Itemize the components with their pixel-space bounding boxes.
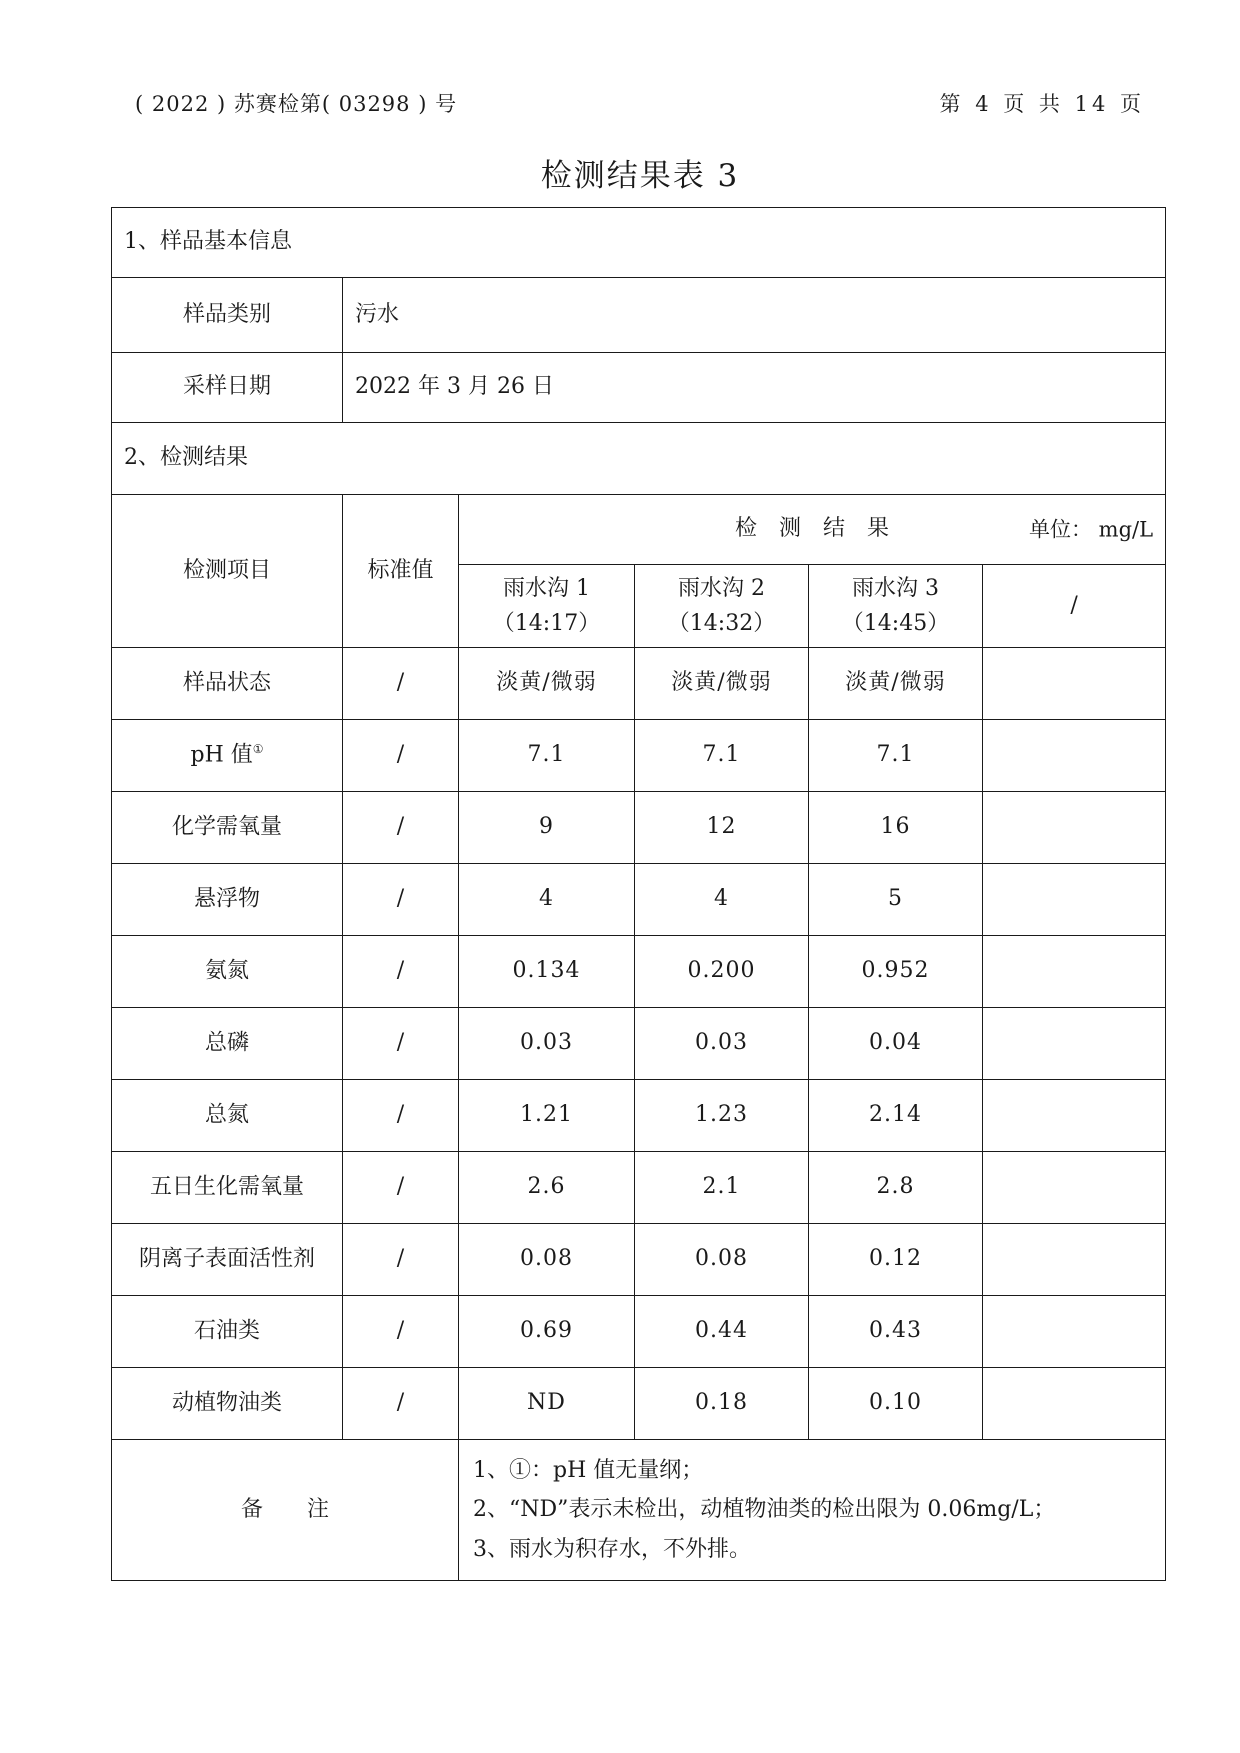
result-value: 0.03 xyxy=(635,1008,809,1080)
result-value: 0.08 xyxy=(459,1224,635,1296)
site-time: （14:45） xyxy=(841,611,950,636)
result-item-label: 五日生化需氧量 xyxy=(149,1174,304,1200)
results-group-header xyxy=(459,495,1166,565)
result-value: 淡黄/微弱 xyxy=(635,648,809,720)
result-standard: / xyxy=(343,1080,459,1152)
section2-heading: 2、检测结果 xyxy=(112,423,1166,495)
result-standard: / xyxy=(343,864,459,936)
result-extra-cell xyxy=(983,648,1166,720)
info-label: 采样日期 xyxy=(112,353,343,423)
note-line: 1、①：pH 值无量纲； xyxy=(473,1457,704,1483)
site-header xyxy=(459,565,635,648)
result-value: 2.8 xyxy=(809,1152,983,1224)
result-item xyxy=(112,720,343,792)
result-row xyxy=(112,1152,1166,1224)
info-row xyxy=(112,353,1166,423)
results-label: 检 测 结 果 xyxy=(735,516,890,542)
notes-label: 备 注 xyxy=(112,1440,459,1581)
result-extra-cell xyxy=(983,1008,1166,1080)
result-item-label: 样品状态 xyxy=(182,670,271,696)
result-item xyxy=(112,1152,343,1224)
result-item xyxy=(112,1224,343,1296)
result-item-label: 氨氮 xyxy=(204,958,249,984)
results-table xyxy=(111,207,1166,1581)
result-item-label: 悬浮物 xyxy=(193,886,260,912)
note-line: 2、“ND”表示未检出，动植物油类的检出限为 0.06mg/L； xyxy=(473,1497,1056,1523)
result-value: 2.14 xyxy=(809,1080,983,1152)
result-item xyxy=(112,648,343,720)
result-standard: / xyxy=(343,648,459,720)
result-item xyxy=(112,864,343,936)
result-row xyxy=(112,648,1166,720)
result-row xyxy=(112,936,1166,1008)
unit-label: 单位： mg/L xyxy=(1029,516,1154,541)
result-value: 9 xyxy=(459,792,635,864)
site-time: （14:17） xyxy=(492,611,601,636)
results-header-row xyxy=(112,495,1166,565)
result-item-label: 动植物油类 xyxy=(171,1390,282,1416)
section1-heading-row xyxy=(112,208,1166,278)
result-value: 4 xyxy=(459,864,635,936)
site-header xyxy=(635,565,809,648)
result-standard: / xyxy=(343,1296,459,1368)
page-title: 检测结果表 3 xyxy=(540,158,740,194)
result-item xyxy=(112,1296,343,1368)
result-item-footnote: ① xyxy=(252,742,264,757)
result-extra-cell xyxy=(983,1080,1166,1152)
result-value: 0.12 xyxy=(809,1224,983,1296)
notes-content xyxy=(459,1440,1166,1581)
result-value: 7.1 xyxy=(459,720,635,792)
result-extra-cell xyxy=(983,1296,1166,1368)
result-value: 0.44 xyxy=(635,1296,809,1368)
result-item-label: 化学需氧量 xyxy=(171,814,282,840)
result-value: 2.1 xyxy=(635,1152,809,1224)
result-value: 12 xyxy=(635,792,809,864)
result-value: 淡黄/微弱 xyxy=(459,648,635,720)
note-line: 3、雨水为积存水，不外排。 xyxy=(473,1536,751,1562)
result-value: 1.23 xyxy=(635,1080,809,1152)
result-value: 7.1 xyxy=(809,720,983,792)
section1-heading: 1、样品基本信息 xyxy=(112,208,1166,278)
result-value: 0.18 xyxy=(635,1368,809,1440)
result-item xyxy=(112,1368,343,1440)
info-value: 2022 年 3 月 26 日 xyxy=(343,353,1166,423)
result-value: 1.21 xyxy=(459,1080,635,1152)
result-item xyxy=(112,936,343,1008)
result-item xyxy=(112,1080,343,1152)
result-extra-cell xyxy=(983,792,1166,864)
result-standard: / xyxy=(343,936,459,1008)
report-number: ( 2022 ) 苏赛检第( 03298 ) 号 xyxy=(135,92,458,116)
result-row xyxy=(112,792,1166,864)
result-row xyxy=(112,1368,1166,1440)
info-row xyxy=(112,278,1166,353)
result-standard: / xyxy=(343,1224,459,1296)
result-value: 淡黄/微弱 xyxy=(809,648,983,720)
result-value: 0.200 xyxy=(635,936,809,1008)
result-standard: / xyxy=(343,792,459,864)
result-value: 0.952 xyxy=(809,936,983,1008)
site-name: 雨水沟 1 xyxy=(503,575,590,601)
col-standard-header: 标准值 xyxy=(343,495,459,648)
result-row xyxy=(112,864,1166,936)
result-row xyxy=(112,1008,1166,1080)
result-value: 0.134 xyxy=(459,936,635,1008)
info-label: 样品类别 xyxy=(112,278,343,353)
site-name: 雨水沟 2 xyxy=(678,575,765,601)
result-extra-cell xyxy=(983,1224,1166,1296)
result-value: 16 xyxy=(809,792,983,864)
result-standard: / xyxy=(343,1368,459,1440)
result-item-label: 总氮 xyxy=(204,1102,249,1128)
notes-row xyxy=(112,1440,1166,1581)
site-header xyxy=(809,565,983,648)
result-value: 0.43 xyxy=(809,1296,983,1368)
section2-heading-row xyxy=(112,423,1166,495)
result-extra-cell xyxy=(983,1368,1166,1440)
result-item-label: 阴离子表面活性剂 xyxy=(138,1246,315,1272)
result-value: 0.69 xyxy=(459,1296,635,1368)
col-item-header: 检测项目 xyxy=(112,495,343,648)
result-extra-cell xyxy=(983,1152,1166,1224)
result-value: 7.1 xyxy=(635,720,809,792)
result-value: 0.10 xyxy=(809,1368,983,1440)
result-value: 0.03 xyxy=(459,1008,635,1080)
result-standard: / xyxy=(343,720,459,792)
site-name: 雨水沟 3 xyxy=(852,575,939,601)
result-item xyxy=(112,1008,343,1080)
result-value: 2.6 xyxy=(459,1152,635,1224)
result-extra-cell xyxy=(983,936,1166,1008)
result-standard: / xyxy=(343,1152,459,1224)
result-extra-cell xyxy=(983,720,1166,792)
extra-col-header: / xyxy=(983,565,1166,648)
site-time: （14:32） xyxy=(667,611,776,636)
result-item-label: 总磷 xyxy=(204,1030,249,1056)
page-info: 第 4 页 共 14 页 xyxy=(939,92,1145,116)
result-extra-cell xyxy=(983,864,1166,936)
result-row xyxy=(112,1080,1166,1152)
result-value: 0.04 xyxy=(809,1008,983,1080)
result-standard: / xyxy=(343,1008,459,1080)
result-item-label: 石油类 xyxy=(193,1318,260,1344)
result-item xyxy=(112,792,343,864)
result-value: 4 xyxy=(635,864,809,936)
result-value: ND xyxy=(459,1368,635,1440)
result-value: 5 xyxy=(809,864,983,936)
result-row xyxy=(112,720,1166,792)
result-value: 0.08 xyxy=(635,1224,809,1296)
result-item-label: pH 值 xyxy=(190,742,253,768)
info-value: 污水 xyxy=(343,278,1166,353)
result-row xyxy=(112,1296,1166,1368)
result-row xyxy=(112,1224,1166,1296)
